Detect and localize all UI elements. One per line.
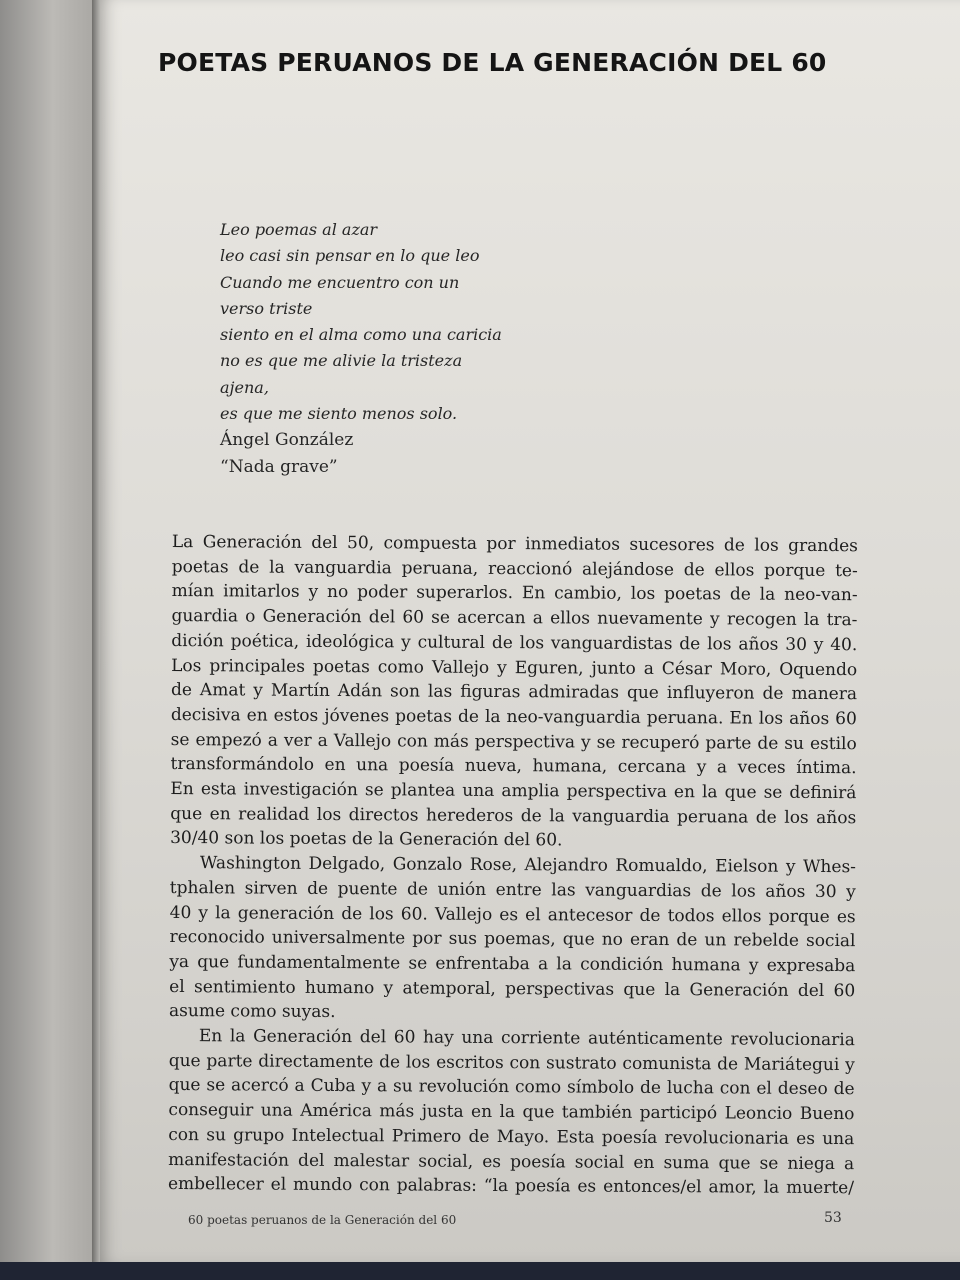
page-number: 53	[824, 1210, 842, 1226]
epigraph-line: ajena,	[220, 377, 269, 397]
body-line: asume como suyas.	[168, 1001, 336, 1023]
body-line: con su grupo Intelectual Primero de Mayo. Esta poesía revolucionaria es una	[168, 1124, 855, 1150]
body-line: ya que fundamentalmente se enfrentaba a la condición humana y expresaba	[169, 951, 856, 977]
body-line: que se acercó a Cuba y a su revolución como símbolo de lucha con el deseo de	[168, 1075, 855, 1100]
body-line: En la Generación del 60 hay una corriente auténticamente revolucionaria	[198, 1026, 855, 1051]
epigraph-source: “Nada grave”	[220, 456, 338, 477]
body-line: manifestación del malestar social, es poesía social en suma que se niega a	[168, 1149, 855, 1174]
body-line: el sentimiento humano y atemporal, perspectivas que la Generación del 60	[169, 976, 856, 1001]
body-line: mían imitarlos y no poder superarlos. En cambio, los poetas de la neo-van-	[171, 581, 858, 606]
body-line: 30/40 son los poetas de la Generación del 60.	[170, 828, 563, 851]
running-footer-title: 60 poetas peruanos de la Generación del 60	[188, 1213, 457, 1227]
epigraph-line: Leo poemas al azar	[220, 220, 378, 239]
body-line: de Amat y Martín Adán son las figuras admiradas que influyeron de manera	[170, 680, 858, 705]
body-line: En esta investigación se plantea una amplia perspectiva en la que se definirá	[170, 779, 857, 804]
epigraph-line: siento en el alma como una caricia	[220, 325, 502, 345]
body-line: poetas de la vanguardia peruana, reaccionó alejándose de ellos porque te-	[171, 556, 858, 581]
body-line: dición poética, ideológica y cultural de los vanguardistas de los años 30 y 40.	[171, 630, 858, 656]
epigraph-author: Ángel González	[220, 430, 354, 451]
epigraph-line: Cuando me encuentro con un	[220, 272, 460, 292]
epigraph-line: no es que me alivie la tristeza	[220, 351, 463, 371]
body-text	[168, 530, 858, 1201]
chapter-title: POETAS PERUANOS DE LA GENERACIÓN DEL 60	[158, 48, 827, 77]
body-line: se empezó a ver a Vallejo con más perspectiva y se recuperó parte de su estilo	[170, 729, 857, 754]
body-line: Washington Delgado, Gonzalo Rose, Alejandro Romualdo, Eielson y Whes-	[199, 853, 857, 878]
body-line: Los principales poetas como Vallejo y Eguren, junto a César Moro, Oquendo	[171, 655, 858, 680]
body-line: transformándolo en una poesía nueva, humana, cercana y a veces íntima.	[170, 754, 857, 779]
body-line: conseguir una América más justa en la que también participó Leoncio Bueno	[168, 1100, 855, 1125]
body-line: que en realidad los directos herederos de la vanguardia peruana de los años	[170, 803, 857, 828]
body-line: guardia o Generación del 60 se acercan a ellos nuevamente y recogen la tra-	[171, 606, 858, 631]
body-line: 40 y la generación de los 60. Vallejo es el antecesor de todos ellos porque es	[169, 902, 856, 927]
body-line: La Generación del 50, compuesta por inmediatos sucesores de los grandes	[171, 531, 858, 557]
epigraph	[220, 217, 502, 480]
body-line: tphalen sirven de puente de unión entre las vanguardias de los años 30 y	[169, 877, 856, 903]
body-line: reconocido universalmente por sus poemas, que no eran de un rebelde social	[169, 927, 856, 952]
background-surface	[0, 1262, 960, 1280]
epigraph-line: leo casi sin pensar en lo que leo	[220, 246, 480, 266]
body-line: embellecer el mundo con palabras: “la poesía es entonces/el amor, la muerte/	[167, 1174, 855, 1199]
epigraph-line: verso triste	[220, 298, 313, 318]
facing-page-edge	[0, 0, 96, 1280]
body-line: decisiva en estos jóvenes poetas de la neo-vanguardia peruana. En los años 60	[170, 704, 857, 730]
epigraph-line: es que me siento menos solo.	[220, 404, 458, 424]
body-line: que parte directamente de los escritos con sustrato comunista de Mariátegui y	[168, 1050, 855, 1075]
